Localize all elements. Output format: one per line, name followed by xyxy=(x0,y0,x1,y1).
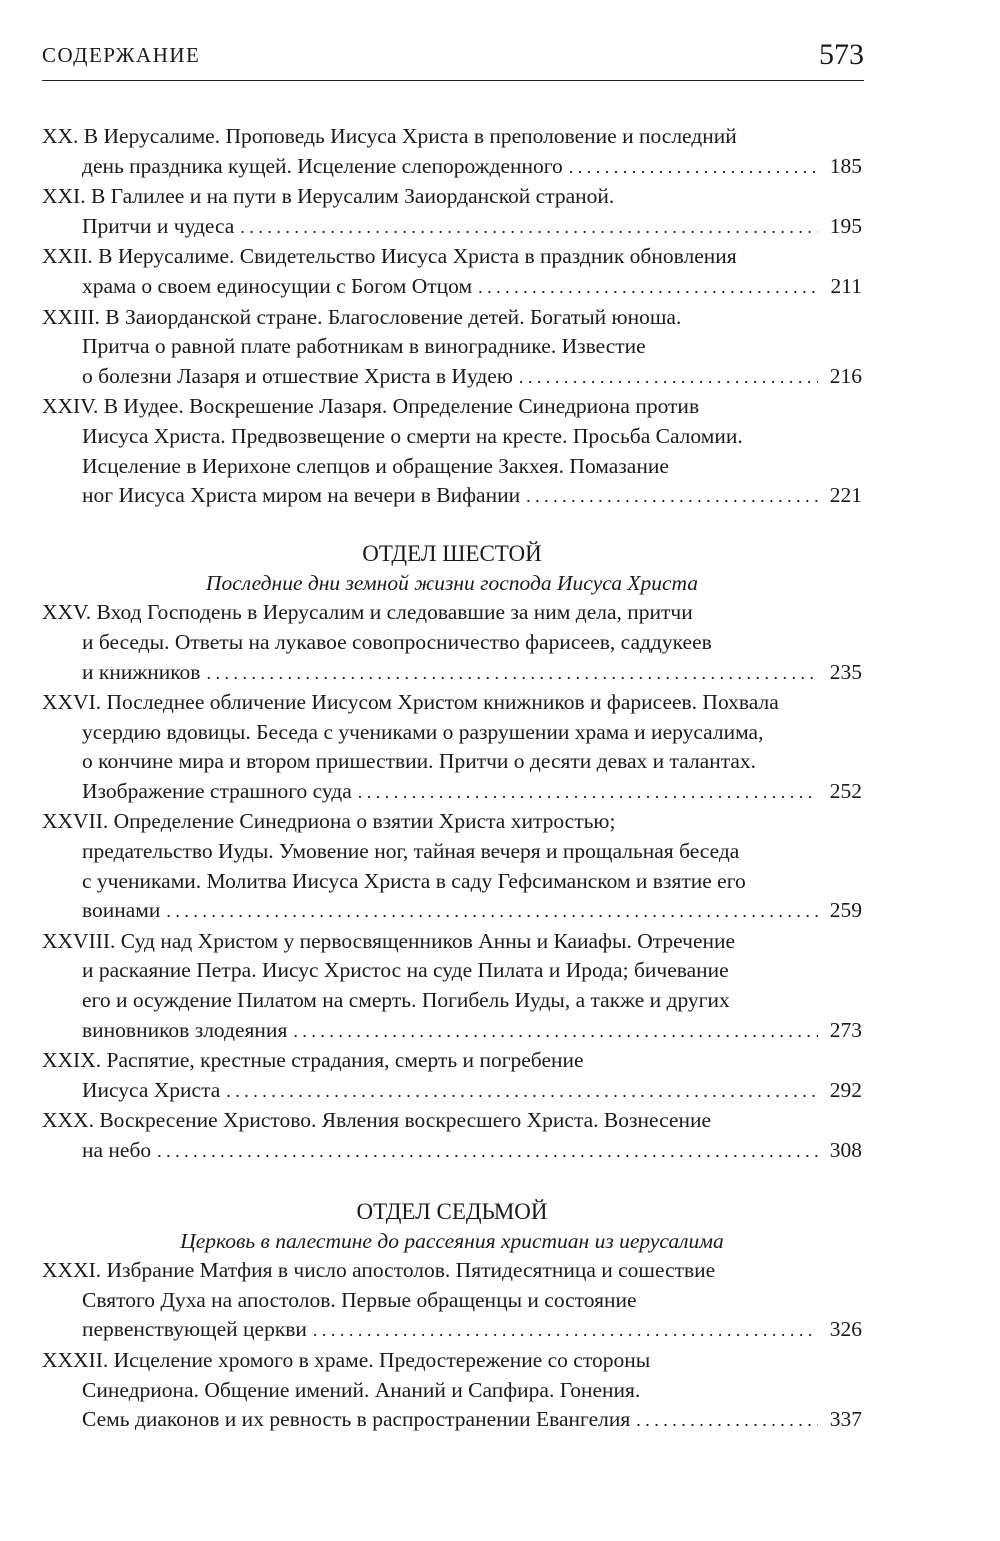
toc-entry-line: виновников злодеяния xyxy=(82,1017,288,1042)
toc-entry-line: XXI. В Галилее и на пути в Иерусалим Заиорданской страной. xyxy=(42,184,615,209)
toc-entry xyxy=(42,1256,862,1346)
running-title: СОДЕРЖАНИЕ xyxy=(42,43,201,67)
toc-entry-last-line xyxy=(42,1136,862,1167)
toc-entry-line: Семь диаконов и их ревность в распространении Евангелия xyxy=(82,1407,631,1432)
toc-entry-line: XXIX. Распятие, крестные страдания, смерть и погребение xyxy=(42,1048,584,1073)
toc-entry-line: XXVIII. Суд над Христом у первосвященников Анны и Каиафы. Отречение xyxy=(42,928,736,953)
toc-entry-line: XXVI. Последнее обличение Иисусом Христом книжников и фарисеев. Похвала xyxy=(42,690,779,715)
toc-entry xyxy=(42,392,862,511)
toc-entry xyxy=(42,122,862,182)
toc-page-number: 216 xyxy=(829,363,862,388)
toc-entry-line: первенствующей церкви xyxy=(82,1317,307,1342)
toc-entry-line: предательство Иуды. Умовение ног, тайная вечеря и прощальная беседа xyxy=(82,839,740,864)
toc-page-number: 326 xyxy=(829,1317,862,1342)
dot-leader xyxy=(226,1077,818,1107)
toc-entry-line: Исцеление в Иерихоне слепцов и обращение Закхея. Помазание xyxy=(82,453,669,478)
toc-entry-line: Притчи и чудеса xyxy=(82,213,235,238)
toc-entry-line: о кончине мира и втором пришествии. Притчи о десяти девах и талантах. xyxy=(82,749,757,774)
toc-entry xyxy=(42,1106,862,1166)
toc-entry-line: XXIII. В Заиорданской стране. Благословение детей. Богатый юноша. xyxy=(42,304,682,329)
toc-page-number: 195 xyxy=(829,213,862,238)
toc-page-number: 221 xyxy=(829,483,862,508)
toc-page-number: 259 xyxy=(829,898,862,923)
toc-entry-last-line xyxy=(42,272,862,303)
toc-entry-last-line xyxy=(42,1076,862,1107)
toc-entry-line: XX. В Иерусалиме. Проповедь Иисуса Христа в преполовение и последний xyxy=(42,124,737,148)
toc-entry-line: и раскаяние Петра. Иисус Христос на суде Пилата и Ирода; бичевание xyxy=(82,958,729,983)
toc-entry xyxy=(42,1346,862,1436)
toc-entry-last-line xyxy=(42,1405,862,1436)
toc-entry-last-line xyxy=(42,152,862,183)
toc-entry-line: воинами xyxy=(82,898,161,923)
toc-page-number: 337 xyxy=(829,1407,862,1432)
toc-entry-line: XXIV. В Иудее. Воскрешение Лазаря. Определение Синедриона против xyxy=(42,394,700,419)
dot-leader xyxy=(358,778,818,808)
toc-entry xyxy=(42,182,862,242)
toc-entry-line: день праздника кущей. Исцеление слепорожденного xyxy=(82,153,563,178)
toc-entry-last-line xyxy=(42,212,862,243)
toc-entry-line: Синедриона. Общение имений. Ананий и Сапфира. Гонения. xyxy=(82,1377,641,1402)
toc-entry xyxy=(42,303,862,393)
toc-entry-last-line xyxy=(42,658,862,689)
toc-page-number: 252 xyxy=(829,778,862,803)
dot-leader xyxy=(166,897,818,927)
toc-entry-line: о болезни Лазаря и отшествие Христа в Иудею xyxy=(82,363,513,388)
toc-entry-line: его и осуждение Пилатом на смерть. Погибель Иуды, а также и других xyxy=(82,988,730,1013)
toc-entry xyxy=(42,1046,862,1106)
toc-entry xyxy=(42,807,862,926)
toc-page-number: 308 xyxy=(829,1138,862,1162)
dot-leader xyxy=(569,153,818,183)
toc-page-number: 292 xyxy=(829,1077,862,1102)
toc-entry-line: храма о своем единосущии с Богом Отцом xyxy=(82,273,473,298)
toc-entry-line: XXXII. Исцеление хромого в храме. Предостережение со стороны xyxy=(42,1347,651,1372)
toc-entry-line: ног Иисуса Христа миром на вечери в Вифании xyxy=(82,483,521,508)
toc-entry xyxy=(42,688,862,807)
toc-entry-line: и беседы. Ответы на лукавое совопросничество фарисеев, саддукеев xyxy=(82,629,712,654)
toc-page-number: 235 xyxy=(829,659,862,684)
toc-entry xyxy=(42,927,862,1046)
toc-entry-line: с учениками. Молитва Иисуса Христа в саду Гефсиманском и взятие его xyxy=(82,868,746,893)
dot-leader xyxy=(636,1406,818,1436)
section-subtitle: Церковь в палестине до рассеяния христиан из иерусалима xyxy=(180,1228,724,1253)
toc-entry-line: XXXI. Избрание Матфия в число апостолов. Пятидесятница и сошествие xyxy=(42,1258,716,1283)
dot-leader xyxy=(478,273,818,303)
toc-entry-line: усердию вдовицы. Беседа с учениками о разрушении храма и иерусалима, xyxy=(82,719,764,744)
toc-entry-last-line xyxy=(42,777,862,808)
toc-page-number: 211 xyxy=(830,273,862,298)
table-of-contents xyxy=(42,122,862,1436)
dot-leader xyxy=(293,1017,818,1047)
running-head xyxy=(42,40,864,72)
toc-page-number: 185 xyxy=(829,153,862,178)
dot-leader xyxy=(519,363,818,393)
toc-entry-line: на небо xyxy=(82,1138,152,1162)
toc-entry-last-line xyxy=(42,896,862,927)
toc-entry-line: XXV. Вход Господень в Иерусалим и следовавшие за ним дела, притчи xyxy=(42,600,693,625)
toc-entry-line: Притча о равной плате работникам в винограднике. Известие xyxy=(82,334,646,359)
header-rule xyxy=(42,80,864,81)
toc-entry-line: Иисуса Христа. Предвозвещение о смерти на кресте. Просьба Саломии. xyxy=(82,423,743,448)
section-title: ОТДЕЛ СЕДЬМОЙ xyxy=(356,1198,548,1224)
toc-entry-last-line xyxy=(42,481,862,512)
toc-entry-line: XXII. В Иерусалиме. Свидетельство Иисуса Христа в праздник обновления xyxy=(42,244,737,269)
dot-leader xyxy=(313,1316,818,1346)
toc-entry-line: Святого Духа на апостолов. Первые обращенцы и состояние xyxy=(82,1287,637,1312)
dot-leader xyxy=(240,213,818,243)
toc-entry-last-line xyxy=(42,1315,862,1346)
page-number: 573 xyxy=(819,38,864,71)
dot-leader xyxy=(206,659,818,689)
section-subtitle: Последние дни земной жизни господа Иисуса Христа xyxy=(205,570,699,595)
toc-page-number: 273 xyxy=(829,1017,862,1042)
toc-entry xyxy=(42,598,862,688)
dot-leader xyxy=(526,482,818,512)
toc-entry-line: XXVII. Определение Синедриона о взятии Христа хитростью; xyxy=(42,809,616,834)
toc-entry-last-line xyxy=(42,362,862,393)
toc-entry-line: XXX. Воскресение Христово. Явления воскресшего Христа. Вознесение xyxy=(42,1108,711,1133)
toc-entry-last-line xyxy=(42,1016,862,1047)
dot-leader xyxy=(157,1137,818,1167)
toc-entry-line: Изображение страшного суда xyxy=(82,778,352,803)
section-title: ОТДЕЛ ШЕСТОЙ xyxy=(362,540,542,566)
toc-entry-line: Иисуса Христа xyxy=(82,1077,221,1102)
toc-entry xyxy=(42,242,862,302)
toc-entry-line: и книжников xyxy=(82,659,201,684)
